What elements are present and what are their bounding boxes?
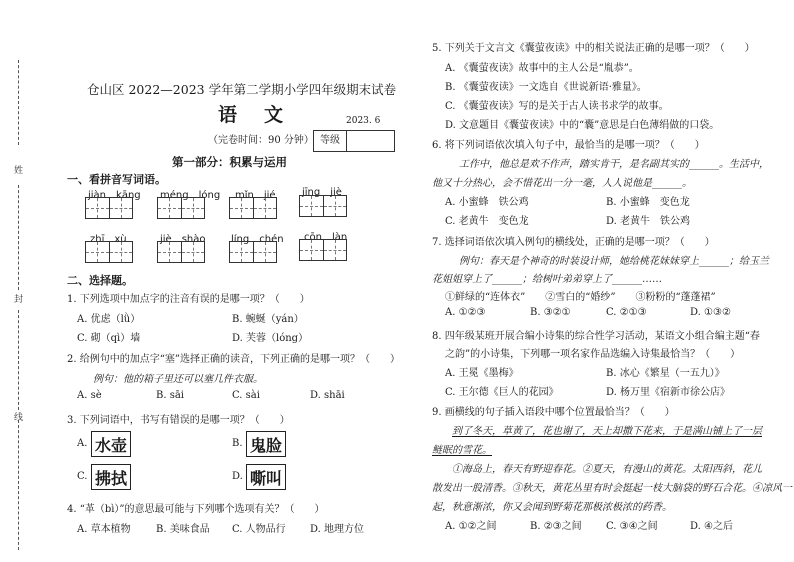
- binding-margin: [0, 0, 40, 562]
- q1-option-d[interactable]: D. 芙蓉（lóng）: [232, 333, 309, 344]
- q2-option-d[interactable]: D. shāi: [310, 390, 345, 401]
- pinyin-6: jiè shào: [160, 234, 206, 245]
- section1-title: 一、看拼音写词语。: [67, 173, 166, 186]
- q3-option-a-label[interactable]: A.: [77, 438, 88, 449]
- answer-grid-1[interactable]: [85, 197, 133, 219]
- pinyin-7: líng chén: [231, 234, 284, 245]
- q2-option-a[interactable]: A. sè: [77, 390, 102, 401]
- answer-grid-4[interactable]: [299, 195, 347, 217]
- q3-option-b-label[interactable]: B.: [232, 438, 243, 449]
- q1-option-c[interactable]: C. 砌（qì）墙: [77, 333, 141, 344]
- q9-underlined-line2: 鲢眠的雪花。: [432, 445, 492, 456]
- q9-underlined-line1: 到了冬天，草黄了，花也谢了，天上却撒下花来，于是满山铺上了一层: [452, 426, 762, 437]
- q3-option-c-label[interactable]: C.: [77, 471, 88, 482]
- answer-grid-5[interactable]: [85, 241, 133, 263]
- q9-option-a[interactable]: A. ①②之间: [445, 521, 497, 532]
- binding-mark-line: 线: [14, 413, 24, 423]
- q6-option-d[interactable]: D. 老黄牛 铁公鸡: [606, 216, 691, 227]
- q8-stem-line2: 之韵”的小诗集，下列哪一项名家作品选编入诗集最恰当？（ ）: [445, 349, 741, 360]
- q6-option-a[interactable]: A. 小蜜蜂 铁公鸡: [445, 197, 529, 208]
- q3-option-d-word-box[interactable]: [246, 464, 286, 490]
- q8-option-b[interactable]: B. 冰心《繁星（一五九）》: [606, 368, 725, 379]
- q5-option-d[interactable]: D. 文意题目《囊萤夜读》中的“囊”意思是白色薄绢做的口袋。: [445, 120, 720, 131]
- pinyin-2: méng lóng: [160, 190, 221, 201]
- q3-option-b-word: 鬼脸: [249, 435, 282, 455]
- cut-line: [18, 420, 19, 550]
- q3-option-d-label[interactable]: D.: [232, 471, 243, 482]
- q9-passage-line2: 散发出一股清香。③秋天，黄花丛里有时会挺起一枝大脑袋的野石合花。④凉风一: [432, 483, 792, 494]
- q9-passage-line3: 起，秋意渐浓，你又会闻到野菊花那极浓极浓的药香。: [432, 502, 672, 513]
- section2-title: 二、选择题。: [67, 274, 133, 287]
- binding-mark-seal: 封: [14, 295, 24, 305]
- answer-grid-2[interactable]: [157, 197, 205, 219]
- q7-option-c[interactable]: C. ②①③: [606, 307, 647, 318]
- q1-stem: 1. 下列选项中加点字的注音有误的是哪一项？（ ）: [67, 294, 310, 305]
- answer-grid-6[interactable]: [157, 241, 205, 263]
- answer-grid-8[interactable]: [299, 239, 347, 261]
- q5-option-a[interactable]: A. 《囊萤夜读》故事中的主人公是“胤恭”。: [445, 63, 639, 74]
- q3-option-d-word: 嘶叫: [249, 468, 282, 488]
- q7-choices: ①鲜绿的“连体衣” ②雪白的“婚纱” ③粉粉的“蓬蓬裙”: [445, 292, 716, 303]
- q7-option-b[interactable]: B. ③②①: [530, 307, 571, 318]
- answer-grid-7[interactable]: [229, 241, 277, 263]
- pinyin-4: jīng jiè: [302, 187, 342, 198]
- cut-line: [18, 185, 19, 290]
- exam-date: 2023. 6: [346, 116, 381, 126]
- cut-line: [18, 310, 19, 410]
- q8-stem-line1: 8. 四年级某班开展合编小诗集的综合性学习活动，某语文小组合编主题“春: [432, 331, 760, 342]
- q3-option-a-word: 水壶: [94, 435, 127, 455]
- q4-stem: 4. “革（bì）”的意思最可能与下列哪个选项有关？（ ）: [67, 504, 325, 515]
- pinyin-5: zhī xù: [90, 234, 127, 245]
- q6-option-b[interactable]: B. 小蜜蜂 变色龙: [606, 197, 690, 208]
- q7-text-line2: 花姐姐穿上了______；给树叶弟弟穿上了______……: [432, 274, 662, 285]
- q7-stem: 7. 选择词语依次填入例句的横线处，正确的是哪一项？（ ）: [432, 237, 715, 248]
- q4-option-a[interactable]: A. 草本植物: [77, 524, 131, 535]
- q7-text-line1: 例句：春天是个神奇的时装设计师，她给桃花妹妹穿上______；给玉兰: [459, 256, 769, 267]
- q3-option-b-word-box[interactable]: [246, 431, 286, 457]
- q8-option-d[interactable]: D. 杨万里《宿新市徐公店》: [606, 387, 731, 398]
- q2-option-c[interactable]: C. sài: [232, 390, 260, 401]
- q4-option-b[interactable]: B. 美味食品: [156, 524, 210, 535]
- part1-title: 第一部分：积累与运用: [172, 155, 287, 169]
- q6-option-c[interactable]: C. 老黄牛 变色龙: [445, 216, 529, 227]
- q2-option-b[interactable]: B. sāi: [156, 390, 184, 401]
- time-note: （完卷时间：90 分钟）: [208, 135, 314, 146]
- q4-option-c[interactable]: C. 人物品行: [232, 524, 286, 535]
- q9-option-c[interactable]: C. ③④之间: [606, 521, 658, 532]
- pinyin-1: jiàn kāng: [88, 190, 141, 201]
- q8-option-a[interactable]: A. 王冕《墨梅》: [445, 368, 519, 379]
- q3-stem: 3. 下列词语中，书写有错误的是哪一项？（ ）: [67, 415, 290, 426]
- grade-level-label: 等级: [314, 131, 347, 151]
- q9-passage-line1: ①海岛上，春天有野迎春花。②夏天，有漫山的黄花。太阳西斜，花儿: [452, 464, 762, 475]
- q3-option-a-word-box[interactable]: [91, 431, 131, 457]
- q4-option-d[interactable]: D. 地理方位: [310, 524, 365, 535]
- q5-option-c[interactable]: C. 《囊萤夜读》写的是关于古人读书求学的故事。: [445, 101, 669, 112]
- q6-stem: 6. 将下列词语依次填入句子中，最恰当的是哪一项？（ ）: [432, 140, 705, 151]
- q7-option-d[interactable]: D. ①③②: [690, 307, 731, 318]
- q1-option-a[interactable]: A. 优虑（lǜ）: [77, 314, 141, 325]
- pinyin-8: cōn làn: [304, 232, 348, 243]
- q3-option-c-word: 拂拭: [94, 468, 127, 488]
- answer-grid-3[interactable]: [229, 197, 277, 219]
- q9-option-d[interactable]: D. ④之后: [690, 521, 733, 532]
- q1-option-b[interactable]: B. 蜿蜒（yán）: [232, 314, 304, 325]
- q3-option-c-word-box[interactable]: [91, 464, 131, 490]
- q8-option-c[interactable]: C. 王尔德《巨人的花园》: [445, 387, 559, 398]
- q7-option-a[interactable]: A. ①②③: [445, 307, 486, 318]
- grade-level-box: [313, 130, 395, 152]
- cut-line: [18, 60, 19, 145]
- q2-example: 例句：他的箱子里还可以塞几件衣服。: [93, 374, 263, 385]
- q9-option-b[interactable]: B. ②③之间: [530, 521, 582, 532]
- exam-title: 仓山区 2022—2023 学年第二学期小学四年级期末试卷: [87, 82, 397, 97]
- q9-stem: 9. 画横线的句子插入语段中哪个位置最恰当？（ ）: [432, 407, 675, 418]
- q6-text-line1: 工作中，他总是欢不作声，踏实肯干，是名副其实的______。生活中，: [459, 159, 769, 170]
- q5-stem: 5. 下列关于文言文《囊萤夜读》中的相关说法正确的是哪一项？（ ）: [432, 43, 755, 54]
- subject-title: 语 文: [218, 104, 288, 126]
- binding-mark-name: 姓: [14, 166, 24, 176]
- q2-stem: 2. 给例句中的加点字“塞”选择正确的读音，下列正确的是哪一项？（ ）: [67, 354, 400, 365]
- q6-text-line2: 他又十分热心，会不惜花出一分一毫，人人说他是______。: [432, 178, 692, 189]
- q5-option-b[interactable]: B. 《囊萤夜读》一文选自《世说新语·雅量》。: [445, 82, 647, 93]
- pinyin-3: mǐn jié: [235, 190, 276, 201]
